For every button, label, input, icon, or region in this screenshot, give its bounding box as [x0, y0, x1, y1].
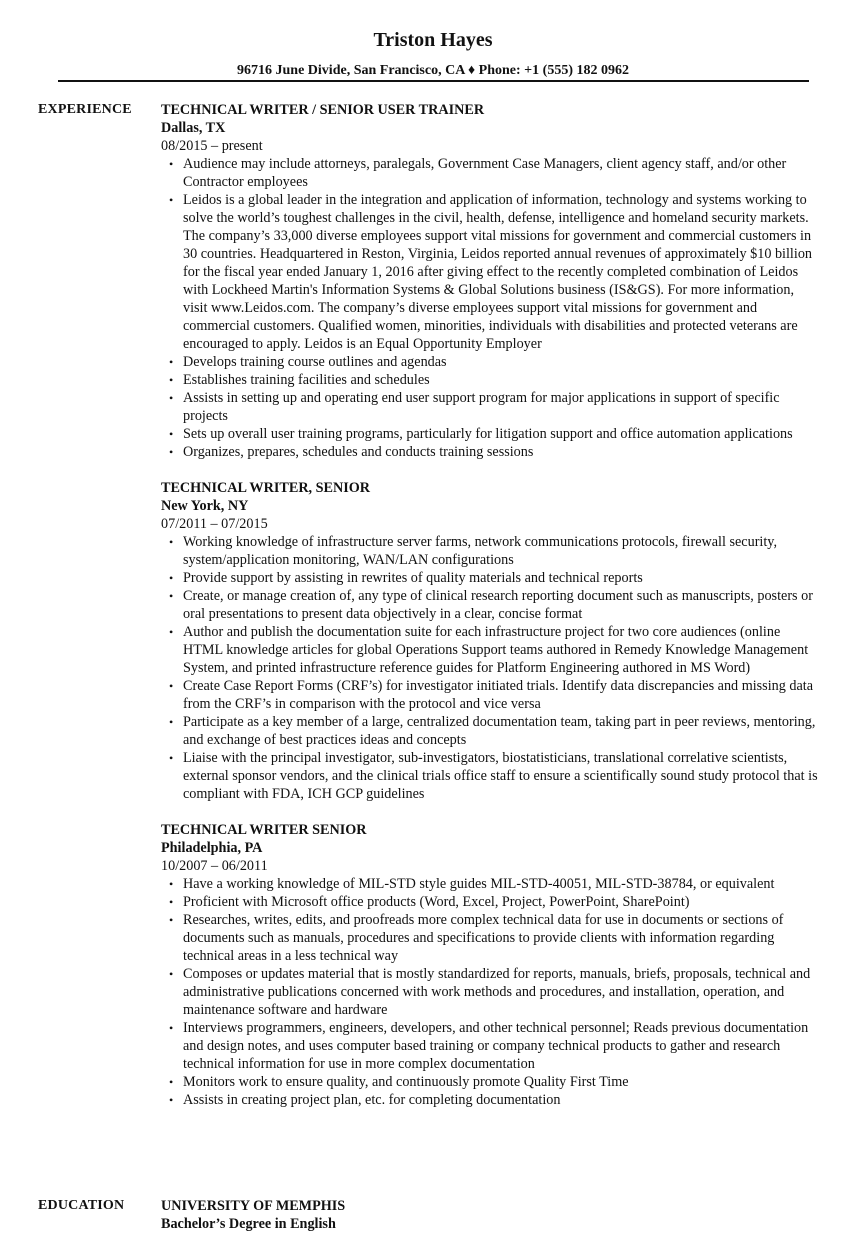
job-entry	[161, 479, 821, 803]
list-item	[161, 1019, 821, 1073]
bullet-text: Participate as a key member of a large, centralized documentation team, taking part in peer reviews, mentoring, and exchange of best practices ideas and concepts	[183, 714, 816, 748]
list-item	[161, 749, 821, 803]
list-item	[161, 911, 821, 965]
bullet-icon: •	[169, 877, 174, 891]
list-item	[161, 443, 821, 461]
experience-list	[161, 101, 821, 1127]
job-location: Dallas, TX	[161, 120, 226, 136]
bullet-text: Assists in setting up and operating end user support program for major applications in support of specific projects	[183, 390, 780, 424]
bullet-icon: •	[169, 1021, 174, 1035]
bullet-icon: •	[169, 967, 174, 981]
job-bullets	[161, 155, 821, 461]
list-item	[161, 623, 821, 677]
job-dates: 07/2011 – 07/2015	[161, 516, 268, 532]
bullet-icon: •	[169, 895, 174, 909]
job-location: New York, NY	[161, 498, 249, 514]
job-location: Philadelphia, PA	[161, 840, 263, 856]
bullet-text: Organizes, prepares, schedules and conducts training sessions	[183, 444, 534, 460]
bullet-icon: •	[169, 913, 174, 927]
bullet-text: Monitors work to ensure quality, and continuously promote Quality First Time	[183, 1074, 629, 1090]
contact-line: 96716 June Divide, San Francisco, CA ♦ Phone: +1 (555) 182 0962	[237, 63, 629, 78]
bullet-icon: •	[169, 751, 174, 765]
bullet-text: Working knowledge of infrastructure server farms, network communications protocols, firewall security, system/application monitoring, WAN/LAN configurations	[183, 534, 778, 568]
bullet-icon: •	[169, 715, 174, 729]
job-dates: 10/2007 – 06/2011	[161, 858, 268, 874]
bullet-icon: •	[169, 679, 174, 693]
bullet-icon: •	[169, 571, 174, 585]
bullet-text: Researches, writes, edits, and proofreads more complex technical data for use in documents or sections of documents such as manuals, procedures and specifications to provide clients with information regarding technical areas in a less technical way	[183, 912, 784, 964]
list-item	[161, 425, 821, 443]
bullet-text: Have a working knowledge of MIL-STD style guides MIL-STD-40051, MIL-STD-38784, or equivalent	[183, 876, 775, 892]
bullet-text: Assists in creating project plan, etc. for completing documentation	[183, 1092, 561, 1108]
bullet-text: Composes or updates material that is mostly standardized for reports, manuals, briefs, proposals, technical and administrative publications concerned with work methods and procedures, and installation, operation, and maintenance software and hardware	[183, 966, 811, 1018]
bullet-icon: •	[169, 445, 174, 459]
bullet-icon: •	[169, 373, 174, 387]
list-item	[161, 371, 821, 389]
bullet-icon: •	[169, 427, 174, 441]
bullet-icon: •	[169, 157, 174, 171]
list-item	[161, 875, 821, 893]
list-item	[161, 191, 821, 353]
list-item	[161, 677, 821, 713]
bullet-icon: •	[169, 391, 174, 405]
bullet-icon: •	[169, 589, 174, 603]
bullet-icon: •	[169, 1075, 174, 1089]
job-title: TECHNICAL WRITER, SENIOR	[161, 480, 371, 496]
list-item	[161, 1091, 821, 1109]
bullet-text: Interviews programmers, engineers, developers, and other technical personnel; Reads previous documentation and design notes, and uses computer based training or company technical products to gather and research technical information for use in more complex documentation	[183, 1020, 809, 1072]
list-item	[161, 353, 821, 371]
bullet-icon: •	[169, 1093, 174, 1107]
bullet-text: Sets up overall user training programs, particularly for litigation support and office automation applications	[183, 426, 793, 442]
list-item	[161, 569, 821, 587]
list-item	[161, 965, 821, 1019]
education-entry	[161, 1197, 821, 1233]
bullet-text: Liaise with the principal investigator, sub-investigators, biostatisticians, translational correlative scientists, external sponsor vendors, and the clinical trials office staff to ensure a scientifically sound study protocol that is compliant with FDA, ICH GCP guidelines	[183, 750, 818, 802]
job-title: TECHNICAL WRITER / SENIOR USER TRAINER	[161, 102, 485, 118]
bullet-text: Provide support by assisting in rewrites of quality materials and technical reports	[183, 570, 643, 586]
bullet-text: Develops training course outlines and agendas	[183, 354, 447, 370]
job-entry	[161, 101, 821, 461]
job-bullets	[161, 875, 821, 1109]
list-item	[161, 1073, 821, 1091]
education-heading: EDUCATION	[38, 1198, 125, 1213]
list-item	[161, 155, 821, 191]
education-school: UNIVERSITY OF MEMPHIS	[161, 1198, 346, 1214]
bullet-icon: •	[169, 355, 174, 369]
bullet-text: Create, or manage creation of, any type of clinical research reporting document such as manuscripts, posters or oral presentations to present data objectively in a clear, concise format	[183, 588, 813, 622]
job-dates: 08/2015 – present	[161, 138, 263, 154]
bullet-text: Create Case Report Forms (CRF’s) for investigator initiated trials. Identify data discrepancies and missing data from the CRF’s in comparison with the protocol and vice versa	[183, 678, 814, 712]
bullet-text: Author and publish the documentation suite for each infrastructure project for two core audiences (online HTML knowledge articles for global Operations Support teams authored in Remedy Knowledge Management System, and printed infrastructure reference guides for Platform Engineering authored in MS Word)	[183, 624, 809, 676]
header-divider	[58, 80, 809, 82]
experience-heading: EXPERIENCE	[38, 102, 132, 117]
list-item	[161, 389, 821, 425]
bullet-icon: •	[169, 193, 174, 207]
candidate-name: Triston Hayes	[373, 29, 493, 51]
bullet-icon: •	[169, 625, 174, 639]
list-item	[161, 587, 821, 623]
education-degree: Bachelor’s Degree in English	[161, 1216, 336, 1232]
bullet-text: Leidos is a global leader in the integration and application of information, technology and systems working to solve the world’s toughest challenges in the civil, health, defense, intelligence and homeland security markets. The company’s 33,000 diverse employees support vital missions for government and commercial customers in 30 countries. Headquartered in Reston, Virginia, Leidos reported annual revenues of approximately $10 billion for the fiscal year ended January 1, 2016 after giving effect to the recently completed combination of Leidos with Lockheed Martin's Information Systems & Global Solutions business (IS&GS). For more information, visit www.Leidos.com. The company’s diverse employees support vital missions for government and commercial customers. Qualified women, minorities, individuals with disabilities and protected veterans are encouraged to apply. Leidos is an Equal Opportunity Employer	[183, 192, 813, 352]
list-item	[161, 713, 821, 749]
bullet-text: Establishes training facilities and schedules	[183, 372, 430, 388]
job-bullets	[161, 533, 821, 803]
job-title: TECHNICAL WRITER SENIOR	[161, 822, 367, 838]
job-entry	[161, 821, 821, 1109]
bullet-icon: •	[169, 535, 174, 549]
bullet-text: Audience may include attorneys, paralegals, Government Case Managers, client agency staff, and/or other Contractor employees	[183, 156, 787, 190]
bullet-text: Proficient with Microsoft office products (Word, Excel, Project, PowerPoint, SharePoint)	[183, 894, 690, 910]
list-item	[161, 893, 821, 911]
list-item	[161, 533, 821, 569]
